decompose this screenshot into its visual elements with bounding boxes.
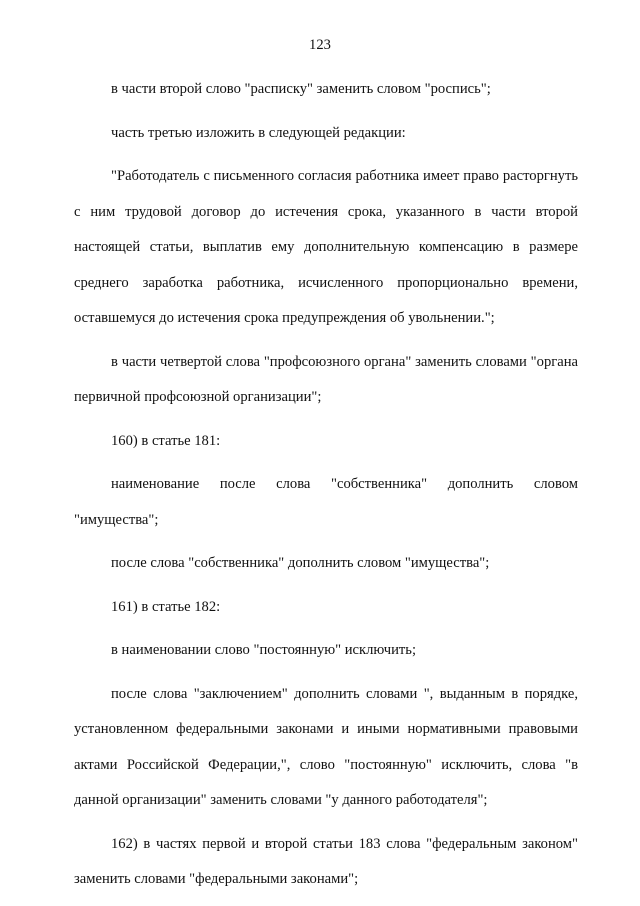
paragraph-2: часть третью изложить в следующей редакции:: [111, 124, 406, 141]
paragraph-9: в наименовании слово "постоянную" исключить;: [111, 642, 416, 658]
page-number: 123: [309, 37, 331, 53]
paragraph-4: в части четвертой слова "профсоюзного органа" заменить словами "органа первичной профсоюзной организации";: [74, 353, 578, 405]
paragraph-11: 162) в частях первой и второй статьи 183 слова "федеральным законом" заменить словами "федеральными законами";: [74, 835, 578, 887]
paragraph-8: 161) в статье 182:: [111, 598, 221, 615]
document-body: [74, 72, 578, 906]
paragraph-5: 160) в статье 181:: [111, 432, 221, 449]
paragraph-7: после слова "собственника" дополнить словом "имущества";: [111, 555, 490, 571]
paragraph-1: в части второй слово "расписку" заменить словом "роспись";: [111, 81, 491, 97]
paragraph-6: наименование после слова "собственника" дополнить словом "имущества";: [74, 476, 578, 528]
paragraph-10: после слова "заключением" дополнить словами ", выданным в порядке, установленном федеральными законами и иными нормативными правовыми актами Российской Федерации,", слово "постоянную" исключить, слова "в данной организации" заменить словами "у данного работодателя";: [74, 685, 578, 808]
paragraph-3: "Работодатель с письменного согласия работника имеет право расторгнуть с ним трудовой договор до истечения срока, указанного в части второй настоящей статьи, выплатив ему дополнительную компенсацию в размере среднего заработка работника, исчисленного пропорционально времени, оставшемуся до истечения срока предупреждения об увольнении.";: [74, 168, 578, 326]
